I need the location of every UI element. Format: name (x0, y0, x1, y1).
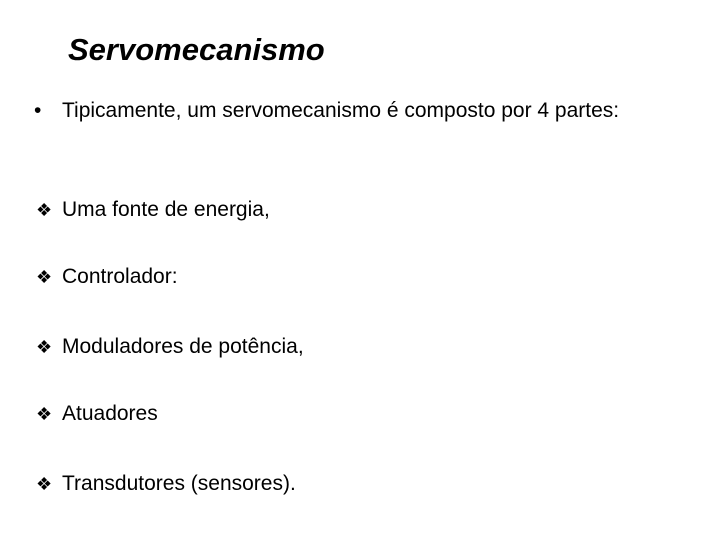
diamond-bullet-icon: ❖ (36, 403, 53, 424)
diamond-bullet-icon: ❖ (36, 473, 53, 494)
list-item (36, 195, 270, 225)
diamond-bullet-icon: ❖ (36, 199, 53, 220)
list-item-label: Moduladores de potência, (62, 335, 304, 358)
intro-bullet (34, 96, 662, 125)
list-item-label: Transdutores (sensores). (62, 472, 296, 495)
bullet-dot: • (34, 99, 42, 122)
list-item (36, 332, 304, 362)
diamond-bullet-icon: ❖ (36, 336, 53, 357)
list-item (36, 399, 158, 429)
list-item-label: Uma fonte de energia, (62, 198, 270, 221)
list-item (36, 469, 296, 499)
list-item-label: Atuadores (62, 402, 158, 425)
diamond-bullet-icon: ❖ (36, 266, 53, 287)
list-item (36, 262, 178, 292)
intro-text: Tipicamente, um servomecanismo é composto por 4 partes: (62, 99, 620, 122)
list-item-label: Controlador: (62, 265, 178, 288)
slide-title: Servomecanismo (68, 32, 325, 67)
